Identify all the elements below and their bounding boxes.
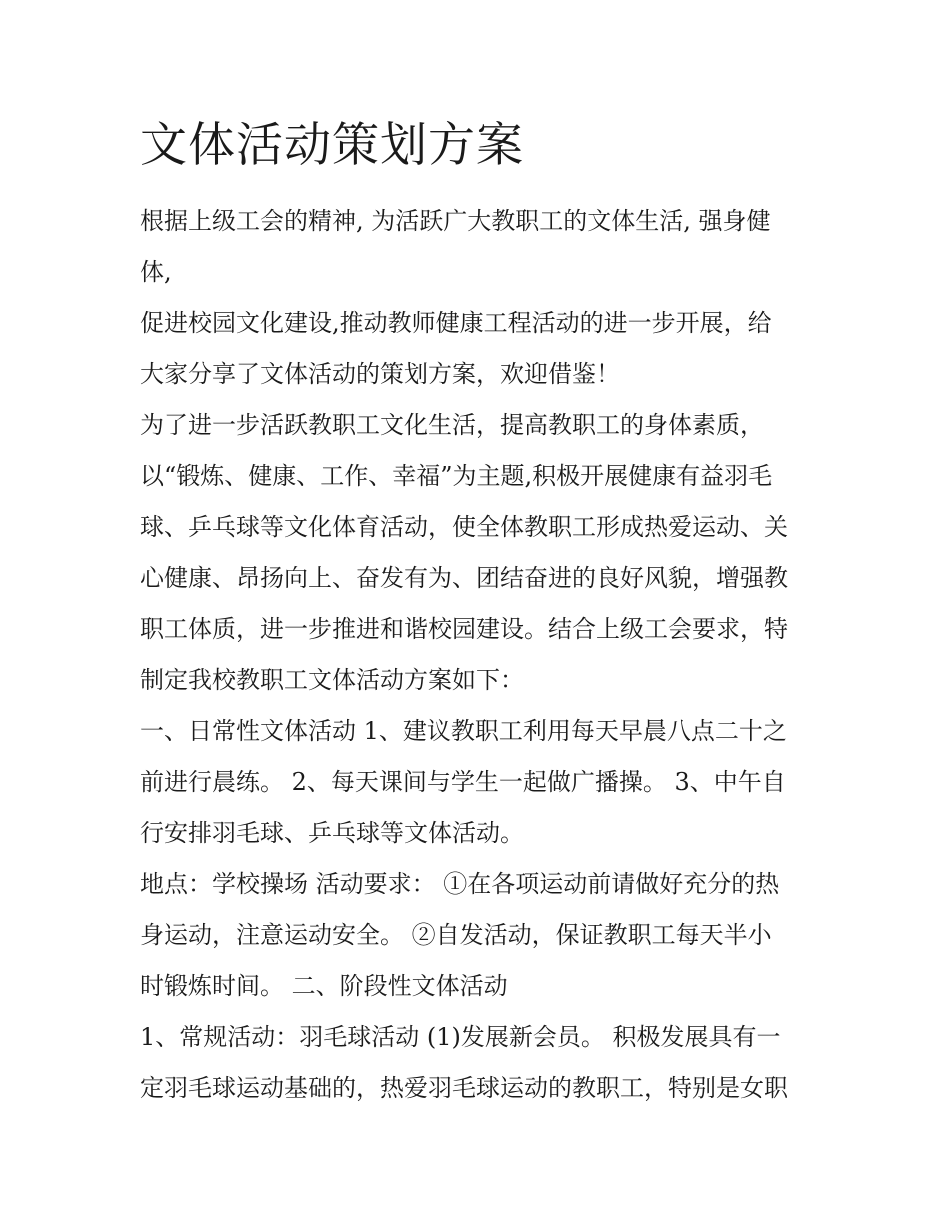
body-line: 心健康、昂扬向上、奋发有为、团结奋进的良好风貌，增强教	[140, 564, 788, 592]
body-line: 促进校园文化建设,推动教师健康工程活动的进一步开展，给	[140, 309, 772, 337]
body-line: 球、乒乓球等文化体育活动，使全体教职工形成热爱运动、关	[140, 513, 788, 541]
document-title: 文体活动策划方案	[140, 118, 524, 173]
body-line: 定羽毛球运动基础的，热爱羽毛球运动的教职工，特别是女职	[140, 1074, 788, 1102]
body-line: 行安排羽毛球、乒乓球等文体活动。	[140, 819, 524, 847]
body-line: 为了进一步活跃教职工文化生活，提高教职工的身体素质，	[140, 411, 764, 439]
body-line: 身运动，注意运动安全。 ②自发活动，保证教职工每天半小	[140, 921, 772, 949]
body-line: 大家分享了文体活动的策划方案，欢迎借鉴！	[140, 360, 620, 388]
body-line: 职工体质，进一步推进和谐校园建设。结合上级工会要求，特	[140, 615, 788, 643]
body-line: 1、常规活动：羽毛球活动 (1)发展新会员。 积极发展具有一	[140, 1023, 781, 1051]
document-body	[140, 196, 820, 1114]
body-line: 时锻炼时间。 二、阶段性文体活动	[140, 972, 508, 1000]
body-line: 以“锻炼、健康、工作、幸福”为主题,积极开展健康有益羽毛	[140, 462, 773, 490]
body-line: 一、日常性文体活动 1、建议教职工利用每天早晨八点二十之	[140, 717, 787, 745]
body-line: 前进行晨练。 2、每天课间与学生一起做广播操。 3、中午自	[140, 768, 786, 796]
body-line: 地点：学校操场 活动要求： ①在各项运动前请做好充分的热	[140, 870, 780, 898]
body-line: 体,	[140, 258, 172, 286]
body-line: 根据上级工会的精神, 为活跃广大教职工的文体生活, 强身健	[140, 207, 771, 235]
body-line: 制定我校教职工文体活动方案如下：	[140, 666, 524, 694]
